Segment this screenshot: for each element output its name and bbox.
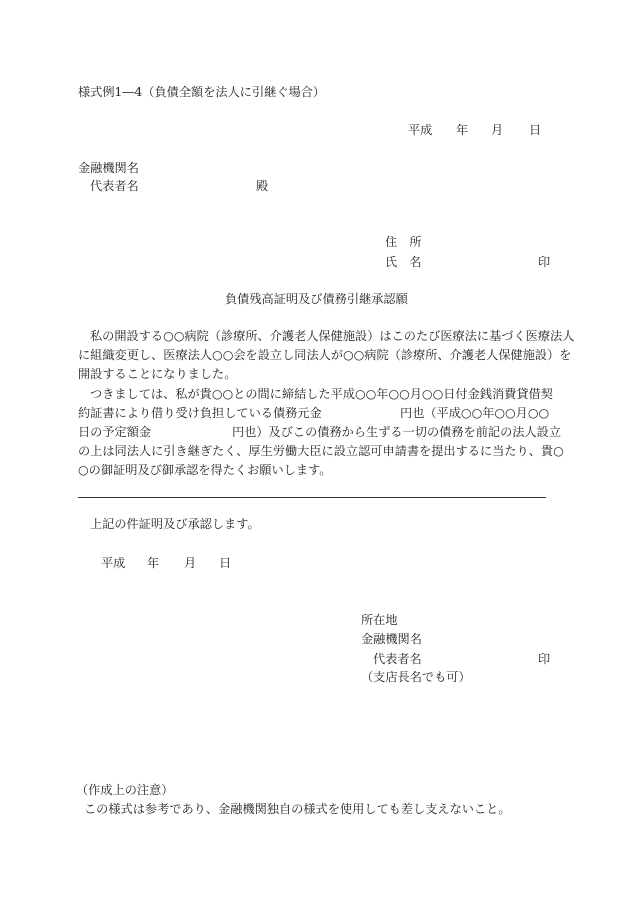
- date-month: 月: [491, 123, 504, 137]
- cert-note: （支店長名でも可）: [361, 670, 471, 684]
- cert-institution-label: 金融機関名: [361, 632, 422, 646]
- notes-text: この様式は参考であり、金融機関独自の様式を使用しても差し支えないこと。: [84, 802, 511, 816]
- body-line: 開設することになりました。: [78, 367, 237, 381]
- document-title: 負債残高証明及び債務引継承認願: [225, 292, 408, 306]
- date-day: 日: [529, 123, 542, 137]
- body-line: の上は同法人に引き継ぎたく、厚生労働大臣に設立認可申請書を提出するに当たり、貴○: [78, 444, 564, 458]
- date-era: 平成: [408, 123, 433, 137]
- cert-date-month: 月: [184, 556, 197, 570]
- addressee-honorific: 殿: [256, 179, 269, 193]
- body-line: に組織変更し、医療法人○○会を設立し同法人が○○病院（診療所、介護老人保健施設）を: [78, 348, 572, 362]
- body-line: 私の開設する○○病院（診療所、介護老人保健施設）はこのたび医療法に基づく医療法人: [90, 329, 575, 343]
- cert-seal: 印: [538, 652, 551, 666]
- body-line: ○の御証明及び御承認を得たくお願いします。: [78, 463, 332, 477]
- cert-representative-label: 代表者名: [373, 652, 422, 666]
- certification-statement: 上記の件証明及び承認します。: [90, 517, 260, 531]
- addressee-representative: 代表者名: [90, 179, 139, 193]
- body-line: 約証書により借り受け負担している債務元金: [78, 406, 322, 420]
- applicant-seal: 印: [538, 255, 551, 269]
- notes-heading: （作成上の注意）: [76, 783, 174, 797]
- form-id: 様式例1―4（負債全額を法人に引継ぐ場合）: [78, 85, 326, 99]
- cert-date-year: 年: [147, 556, 160, 570]
- addressee-institution: 金融機関名: [78, 161, 139, 175]
- cert-date-era: 平成: [101, 556, 126, 570]
- body-line: 日の予定額金: [78, 425, 152, 439]
- applicant-name-label: 氏 名: [385, 255, 422, 269]
- cert-location-label: 所在地: [361, 613, 398, 627]
- body-line: 円也（平成○○年○○月○○: [400, 406, 550, 420]
- body-line: つきましては、私が貴○○との間に締結した平成○○年○○月○○日付金銭消費貸借契: [90, 387, 553, 401]
- body-line: 円也）及びこの債務から生ずる一切の債務を前記の法人設立: [232, 425, 562, 439]
- date-year: 年: [456, 123, 469, 137]
- separator-line: [78, 497, 546, 498]
- applicant-address-label: 住 所: [385, 235, 422, 249]
- cert-date-day: 日: [219, 556, 232, 570]
